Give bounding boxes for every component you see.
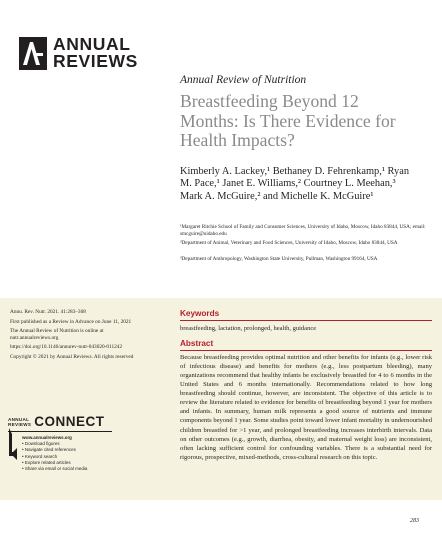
doi-link[interactable]: https://doi.org/10.1146/annurev-nutr-043020-011242 bbox=[10, 344, 123, 351]
online-note: The Annual Review of Nutrition is online at nutr.annualreviews.org bbox=[10, 328, 104, 341]
connect-item: • Keyword search bbox=[22, 454, 150, 460]
logo-line2: REVIEWS bbox=[53, 51, 138, 71]
article-title: Breastfeeding Beyond 12 Months: Is There Evidence for Health Impacts? bbox=[180, 91, 396, 150]
citation: Annu. Rev. Nutr. 2021. 41:283–308 bbox=[10, 309, 86, 315]
keywords-rule bbox=[180, 320, 432, 321]
abstract-heading: Abstract bbox=[180, 339, 214, 348]
keywords-heading: Keywords bbox=[180, 309, 220, 318]
article-info-column bbox=[10, 309, 150, 364]
abstract-rule bbox=[180, 350, 432, 351]
first-published: First published as a Review in Advance on June 11, 2021 bbox=[10, 318, 132, 325]
annual-reviews-logo-icon bbox=[19, 37, 47, 70]
logo-line1: ANNUAL bbox=[53, 34, 131, 54]
author-list: Kimberly A. Lackey,¹ Bethaney D. Fehrenkamp,¹ Ryan M. Pace,¹ Janet E. Williams,² Courtney L. Meehan,³ Mark A. McGuire,² and Michelle K. McGuire¹ bbox=[180, 166, 410, 202]
connect-divider bbox=[8, 431, 112, 432]
connect-feature-list bbox=[22, 441, 150, 472]
page-number: 283 bbox=[410, 518, 419, 524]
connect-box[interactable] bbox=[8, 414, 150, 472]
connect-arrow-icon bbox=[8, 426, 18, 460]
affiliation-3: ³Department of Anthropology, Washington State University, Pullman, Washington 99164, USA bbox=[180, 256, 378, 262]
connect-title: CONNECT bbox=[34, 414, 105, 429]
annual-reviews-logo bbox=[19, 36, 138, 70]
connect-item: • Explore related articles bbox=[22, 460, 150, 466]
connect-small-line2: REVIEWS bbox=[8, 421, 32, 427]
connect-url[interactable]: www.annualreviews.org bbox=[22, 435, 72, 440]
connect-item: • Download figures bbox=[22, 441, 150, 447]
affiliation-2: ²Department of Animal, Veterinary and Food Sciences, University of Idaho, Moscow, Idaho 83844, USA bbox=[180, 240, 398, 246]
copyright: Copyright © 2021 by Annual Reviews. All rights reserved bbox=[10, 353, 134, 360]
abstract-text: Because breastfeeding provides optimal nutrition and other benefits for infants (e.g., lower risk of infectious disease) and benefits for mothers (e.g., less postpartum bleeding), many organizations recommend that healthy infants be exclusively breastfed for 4 to 6 months in the United States and 6 months internationally. Recommendations related to how long breastfeeding should continue, however, are inconsistent. The objective of this article is to review the literature related to evidence for benefits of breastfeeding beyond 1 year for mothers and infants. In summary, human milk represents a good source of nutrients and immune components beyond 1 year. Some studies point toward lower infant mortality in undernourished children breastfed for >1 year, and prolonged breastfeeding increases interbirth intervals. Data on other outcomes (e.g., growth, diarrhea, obesity, and maternal weight loss) are inconsistent, often lacking sufficient control for confounding variables. There is a substantial need for rigorous, prospective, mixed-methods, cross-cultural research on this topic. bbox=[180, 354, 432, 461]
connect-item: • Navigate cited references bbox=[22, 447, 150, 453]
journal-name: Annual Review of Nutrition bbox=[180, 74, 307, 86]
connect-small-line1: ANNUAL bbox=[8, 416, 30, 422]
keywords-text: breastfeeding, lactation, prolonged, health, guidance bbox=[180, 325, 317, 332]
connect-item: • Share via email or social media bbox=[22, 466, 150, 472]
affiliation-1: ¹Margaret Ritchie School of Family and Consumer Sciences, University of Idaho, Moscow, Idaho 83844, USA; email: smcguire@uidaho.edu bbox=[180, 224, 426, 237]
